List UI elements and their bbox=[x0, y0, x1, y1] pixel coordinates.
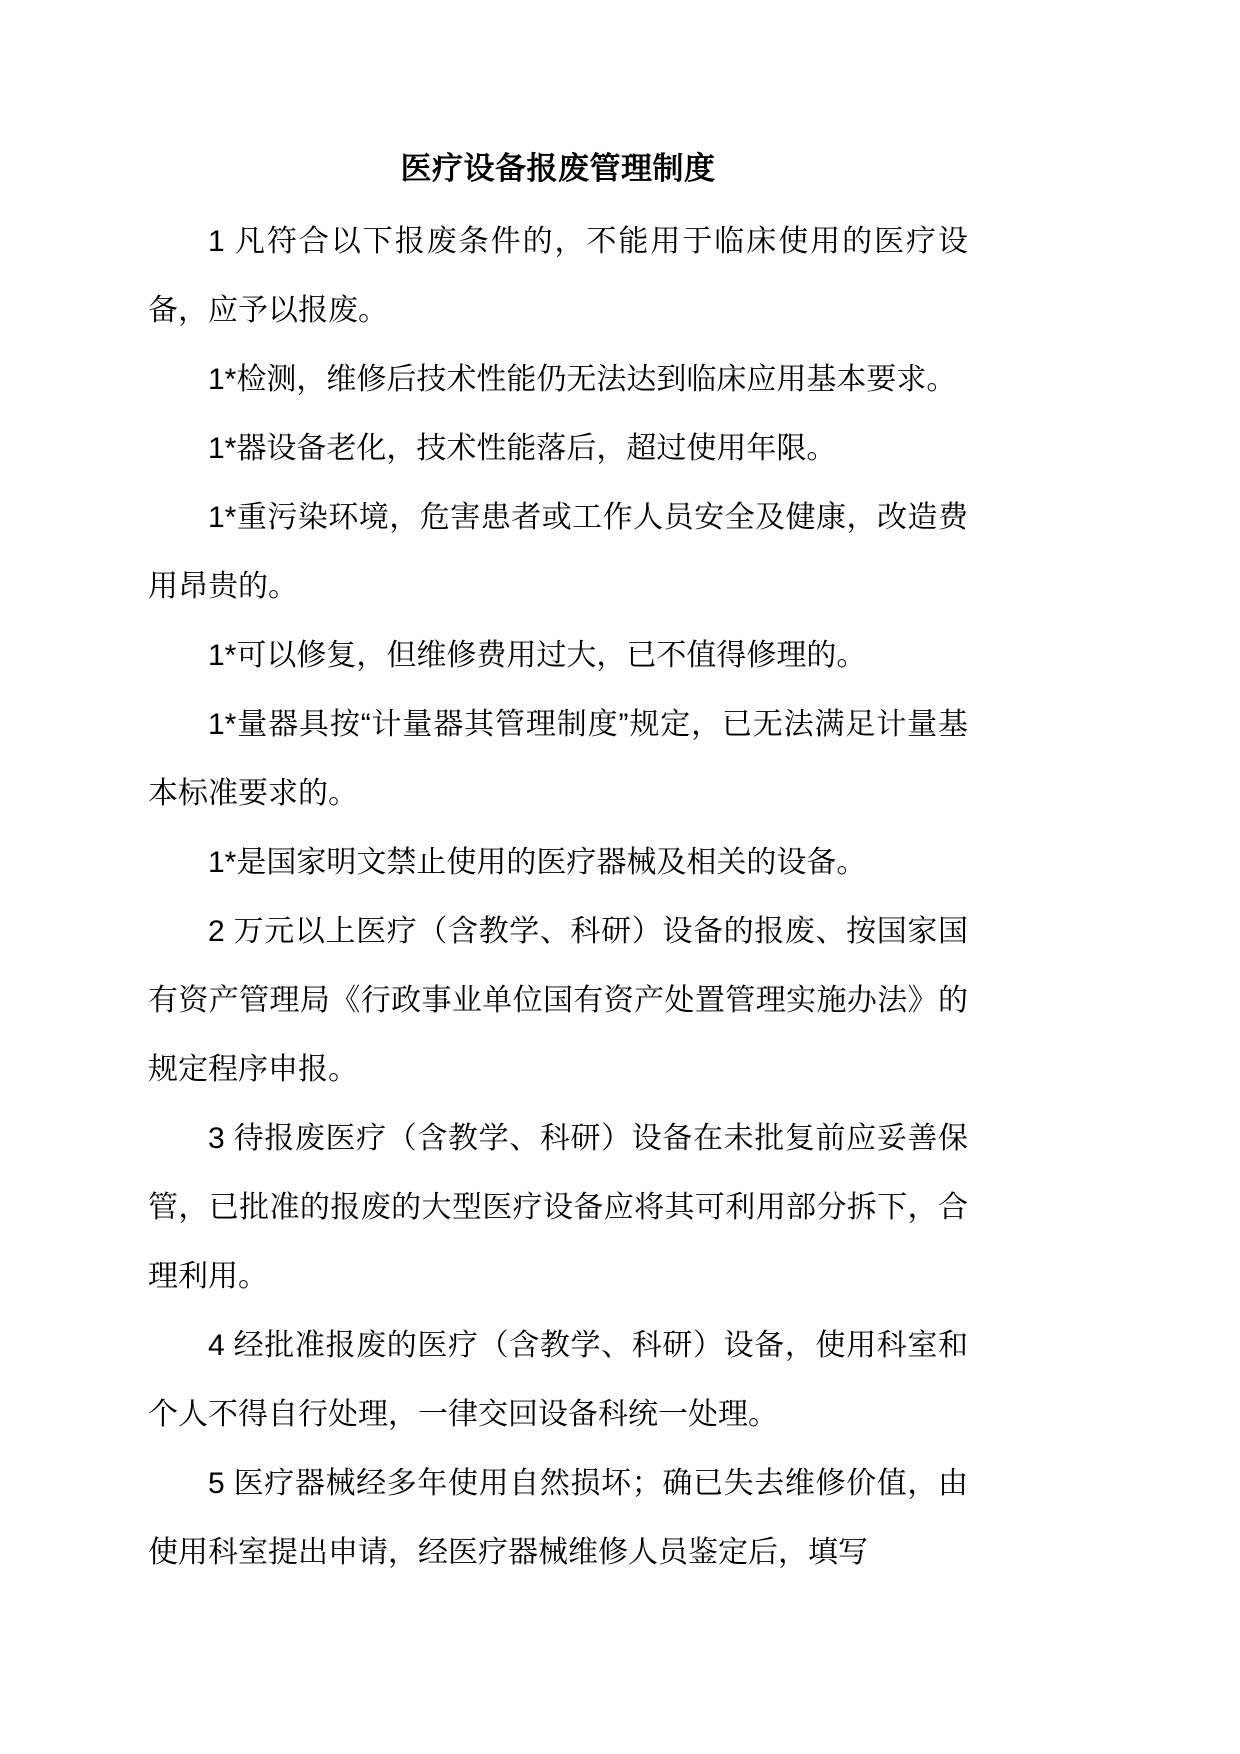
paragraph-7: 1*是国家明文禁止使用的医疗器械及相关的设备。 bbox=[208, 845, 867, 879]
paragraph-1: 1 凡符合以下报废条件的，不能用于临床使用的医疗设备，应予以报废。 bbox=[148, 224, 968, 327]
paragraph-10: 4 经批准报废的医疗（含教学、科研）设备，使用科室和个人不得自行处理，一律交回设备科统一处理。 bbox=[148, 1328, 968, 1431]
paragraph-6: 1*量器具按“计量器其管理制度”规定，已无法满足计量基本标准要求的。 bbox=[148, 707, 968, 810]
paragraph-11: 5 医疗器械经多年使用自然损坏；确已失去维修价值，由使用科室提出申请，经医疗器械维修人员鉴定后，填写 bbox=[148, 1466, 968, 1569]
paragraph-3: 1*器设备老化，技术性能落后，超过使用年限。 bbox=[208, 431, 837, 465]
paragraph-2: 1*检测，维修后技术性能仍无法达到临床应用基本要求。 bbox=[208, 362, 957, 396]
paragraph-9: 3 待报废医疗（含教学、科研）设备在未批复前应妥善保管，已批准的报废的大型医疗设备应将其可利用部分拆下，合理利用。 bbox=[148, 1121, 968, 1293]
paragraph-5: 1*可以修复，但维修费用过大，已不值得修理的。 bbox=[208, 638, 867, 672]
paragraph-4: 1*重污染环境，危害患者或工作人员安全及健康，改造费用昂贵的。 bbox=[148, 500, 968, 603]
page-title: 医疗设备报废管理制度 bbox=[400, 151, 716, 186]
document-body bbox=[148, 120, 968, 1587]
paragraph-8: 2 万元以上医疗（含教学、科研）设备的报废、按国家国有资产管理局《行政事业单位国有资产处置管理实施办法》的规定程序申报。 bbox=[148, 914, 968, 1086]
